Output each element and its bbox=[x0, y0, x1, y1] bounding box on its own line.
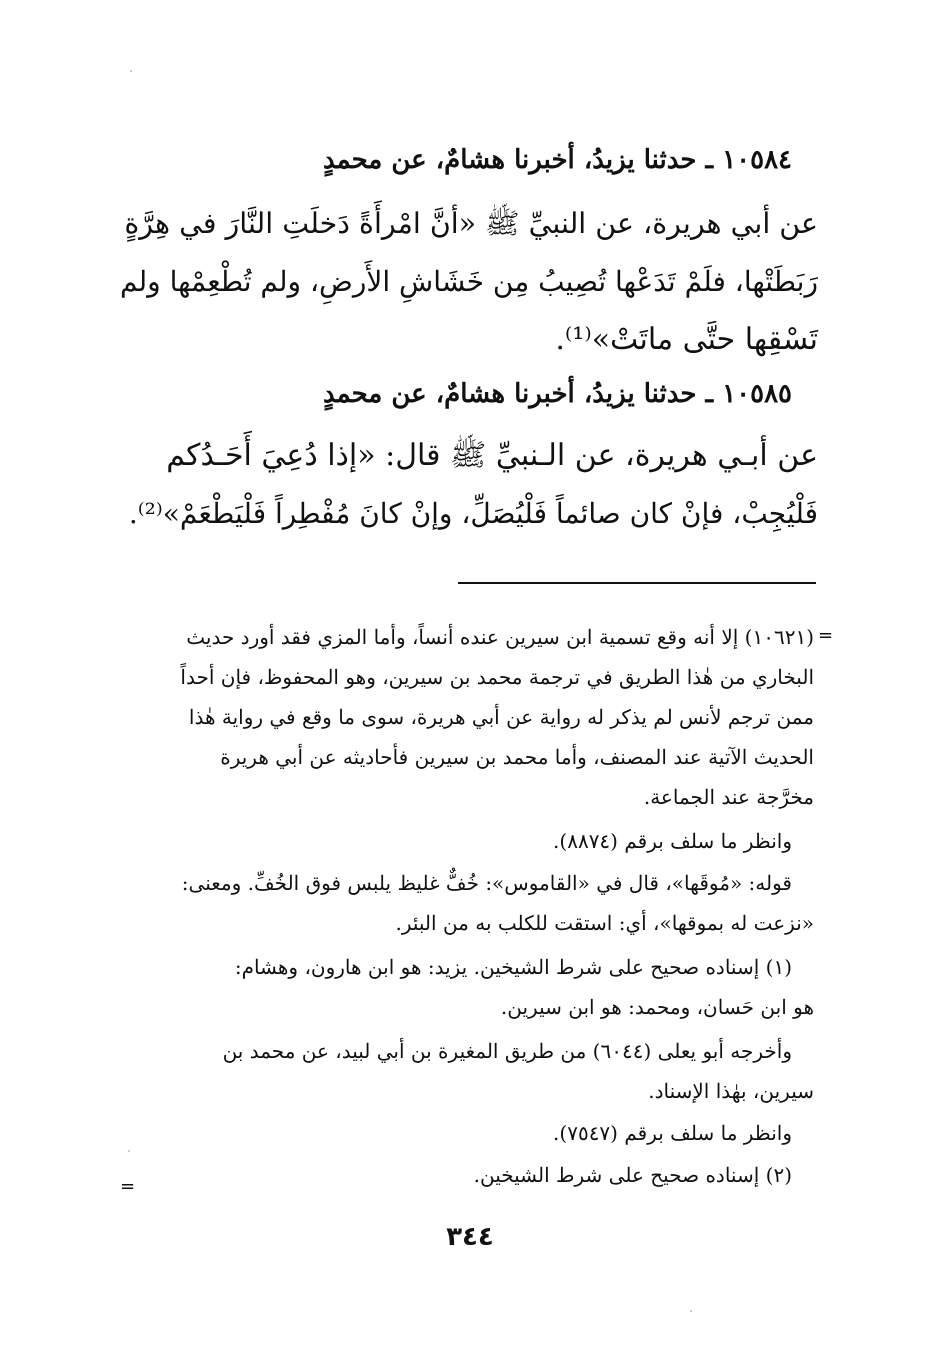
hadith-10584-chain: ١٠٥٨٤ ـ حدثنا يزيدُ، أخبرنا هشامٌ، عن محمدٍ bbox=[322, 145, 792, 175]
footnote-line: البخاري من هٰذا الطريق في ترجمة محمد بن سيرين، وهو المحفوظ، فإن أحداً bbox=[180, 665, 814, 689]
footnote-line: (١) إسناده صحيح على شرط الشيخين. يزيد: هو ابن هارون، وهشام: bbox=[234, 955, 792, 979]
footnote-line: مخرَّجة عند الجماعة. bbox=[643, 785, 814, 809]
footnote-line: وانظر ما سلف برقم (٧٥٤٧). bbox=[553, 1121, 792, 1145]
footnote-line: «نزعت له بموقها»، أي: استقت للكلب به من البئر. bbox=[395, 911, 814, 935]
footnote-line: وأخرجه أبو يعلى (٦٠٤٤) من طريق المغيرة بن أبي لبيد، عن محمد بن bbox=[222, 1039, 792, 1063]
scan-speck bbox=[130, 70, 132, 72]
footnote-line: (٢) إسناده صحيح على شرط الشيخين. bbox=[473, 1163, 792, 1187]
scan-speck bbox=[128, 1150, 130, 1152]
hadith-10585-chain: ١٠٥٨٥ ـ حدثنا يزيدُ، أخبرنا هشامٌ، عن محمدٍ bbox=[322, 379, 792, 409]
hadith-10585-text-line-2: فَلْيُجِبْ، فإنْ كان صائماً فَلْيُصَلِّ، وإنْ كانَ مُفْطِراً فَلْيَطْعَمْ»⁽²⁾. bbox=[128, 497, 818, 530]
hadith-10585-text-line-1: عن أبـي هريرة، عن الـنبيِّ ﷺ قال: «إذا دُعِيَ أَحَـدُكم bbox=[166, 438, 818, 473]
footnote-line: ممن ترجم لأنس لم يذكر له رواية عن أبي هريرة، سوى ما وقع في رواية هٰذا bbox=[188, 705, 814, 729]
footnote-line: سيرين، بهٰذا الإسناد. bbox=[648, 1079, 814, 1103]
footnote-line: هو ابن حَسان، ومحمد: هو ابن سيرين. bbox=[500, 995, 814, 1019]
footnote-separator bbox=[458, 582, 816, 584]
page-number: ٣٤٤ bbox=[446, 1222, 494, 1252]
scan-speck bbox=[690, 1310, 692, 1312]
continuation-mark: = bbox=[818, 625, 834, 646]
footnote-line: وانظر ما سلف برقم (٨٨٧٤). bbox=[553, 829, 792, 853]
footnote-line: (١٠٦٢١) إلا أنه وقع تسمية ابن سيرين عنده أنساً، وأما المزي فقد أورد حديث bbox=[186, 625, 814, 649]
hadith-10584-text-line-2: رَبَطَتْها، فلَمْ تَدَعْها تُصِيبُ مِن خَشَاشِ الأَرضِ، ولم تُطْعِمْها ولم bbox=[120, 265, 818, 298]
hadith-10584-text-line-1: عن أبي هريرة، عن النبيِّ ﷺ «أنَّ امْرأَةً دَخلَتِ النَّارَ في هِرَّةٍ bbox=[124, 207, 818, 240]
hadith-10584-text-line-3: تَسْقِها حتَّى ماتَتْ»⁽¹⁾. bbox=[555, 322, 818, 357]
end-continuation-mark: = bbox=[120, 1176, 136, 1197]
footnote-line: الحديث الآتية عند المصنف، وأما محمد بن سيرين فأحاديثه عن أبي هريرة bbox=[220, 745, 814, 769]
footnote-line: قوله: «مُوقَها»، قال في «القاموس»: خُفٌّ غليظ يلبس فوق الخُفِّ. ومعنى: bbox=[181, 871, 792, 895]
